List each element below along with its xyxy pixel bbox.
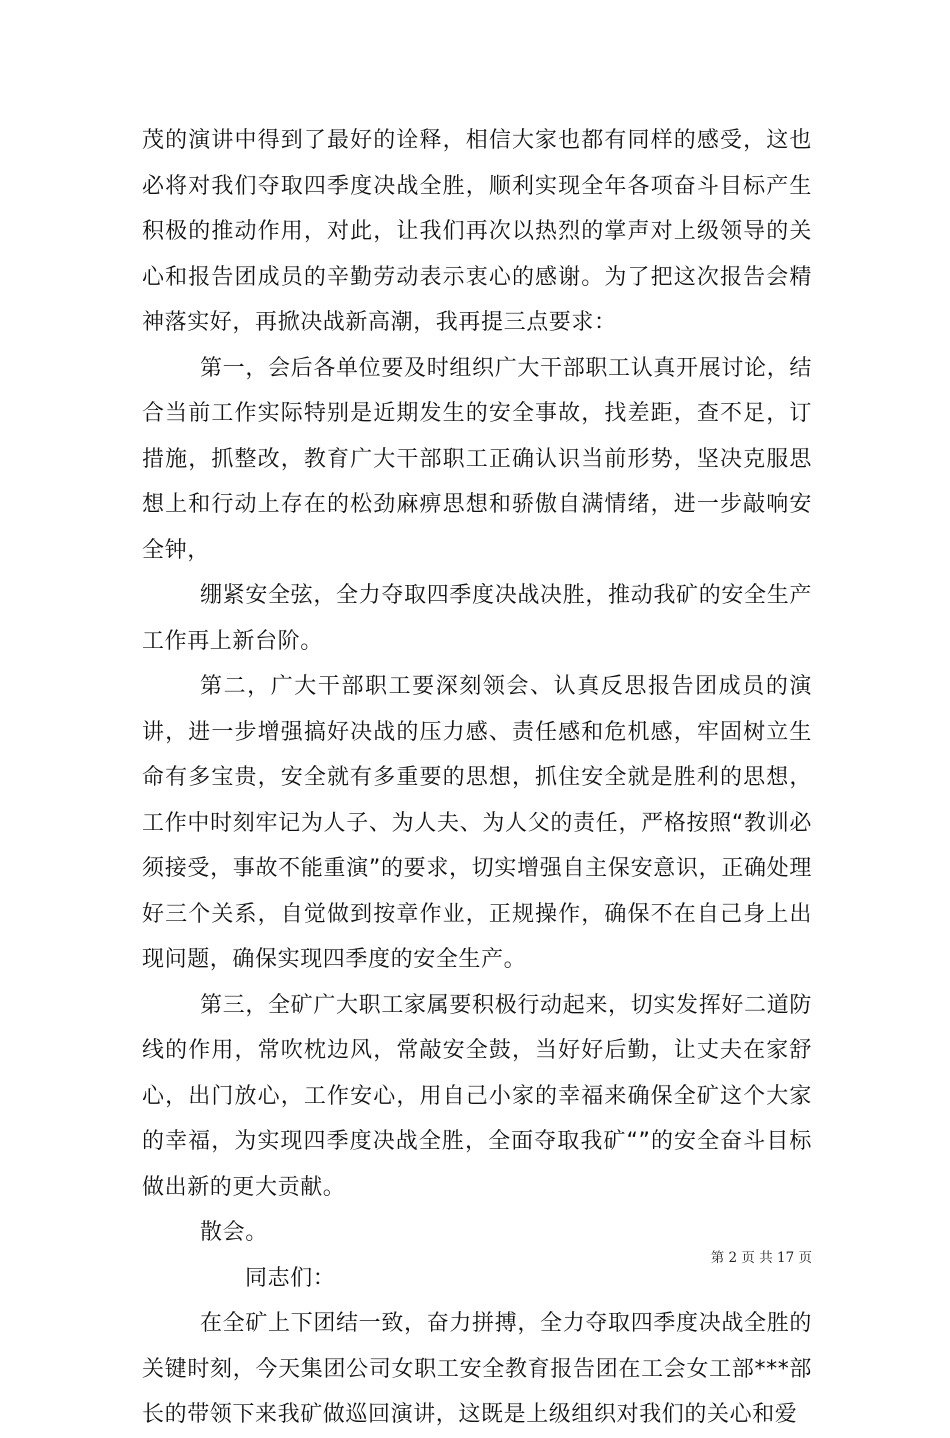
paragraph-adjourn: 散会。 xyxy=(200,1220,268,1245)
paragraph-requirement-one-cont: 绷紧安全弦，全力夺取四季度决战决胜，推动我矿的安全生产工作再上新台阶。 xyxy=(142,583,812,654)
document-body xyxy=(142,118,812,1438)
paragraph-new-speech: 在全矿上下团结一致，奋力拼搏，全力夺取四季度决战全胜的关键时刻，今天集团公司女职工安全教育报告团在工会女工部***部长的带领下来我矿做巡回演讲，这既是上级组织对我们的关心和爱 xyxy=(142,1311,812,1427)
paragraph-continuation: 茂的演讲中得到了最好的诠释，相信大家也都有同样的感受，这也必将对我们夺取四季度决战全胜，顺利实现全年各项奋斗目标产生积极的推动作用，对此，让我们再次以热烈的掌声对上级领导的关心和报告团成员的辛勤劳动表示衷心的感谢。为了把这次报告会精神落实好，再掀决战新高潮，我再提三点要求： xyxy=(142,128,812,335)
paragraph-requirement-three: 第三，全矿广大职工家属要积极行动起来，切实发挥好二道防线的作用，常吹枕边风，常敲安全鼓，当好好后勤，让丈夫在家舒心，出门放心，工作安心，用自己小家的幸福来确保全矿这个大家的幸福，为实现四季度决战全胜，全面夺取我矿“”的安全奋斗目标做出新的更大贡献。 xyxy=(142,992,812,1200)
paragraph-requirement-one: 第一，会后各单位要及时组织广大干部职工认真开展讨论，结合当前工作实际特别是近期发生的安全事故，找差距，查不足，订措施，抓整改，教育广大干部职工正确认识当前形势，坚决克服思想上和行动上存在的松劲麻痹思想和骄傲自满情绪，进一步敲响安全钟， xyxy=(142,355,812,563)
page-number: 第 2 页 共 17 页 xyxy=(710,1250,812,1266)
paragraph-salutation: 同志们： xyxy=(245,1265,336,1291)
paragraph-requirement-two: 第二，广大干部职工要深刻领会、认真反思报告团成员的演讲，进一步增强搞好决战的压力感、责任感和危机感，牢固树立生命有多宝贵，安全就有多重要的思想，抓住安全就是胜利的思想，工作中时刻牢记为人子、为人夫、为人父的责任，严格按照“教训必须接受，事故不能重演”的要求，切实增强自主保安意识，正确处理好三个关系，自觉做到按章作业，正规操作，确保不在自己身上出现问题，确保实现四季度的安全生产。 xyxy=(142,674,812,972)
